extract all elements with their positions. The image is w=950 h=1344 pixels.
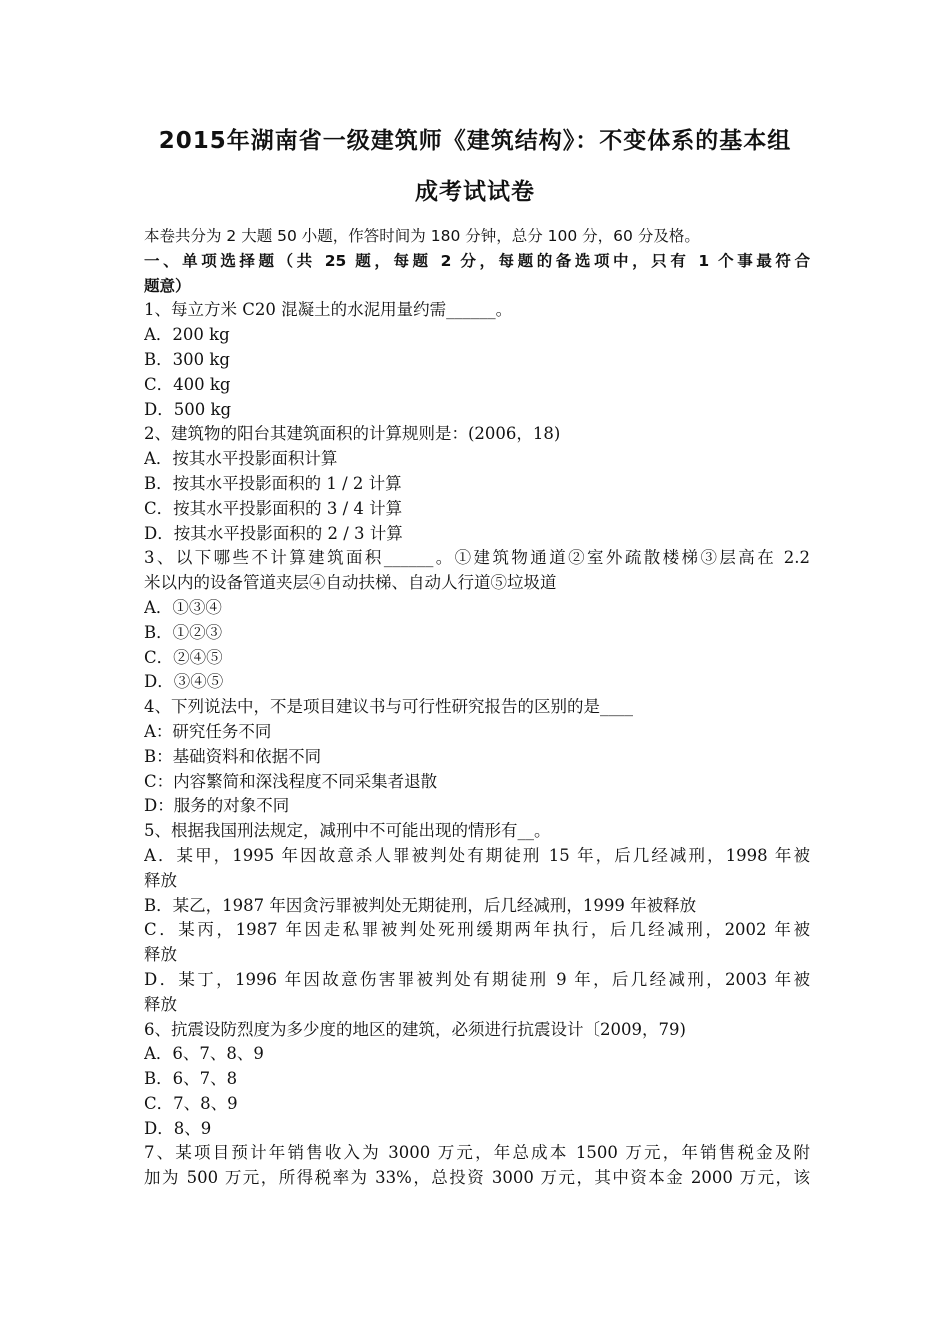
q2-option-b: B．按其水平投影面积的 1 / 2 计算 [144,473,402,493]
q2-option-a: A．按其水平投影面积计算 [144,449,338,469]
q3-option-a: A．①③④ [144,597,222,617]
question-3-stem-line-2: 米以内的设备管道夹层④自动扶梯、自动人行道⑤垃圾道 [144,573,557,593]
exam-intro: 本卷共分为 2 大题 50 小题，作答时间为 180 分钟，总分 100 分，60 分及格。 [144,227,700,245]
document-body [144,224,810,1191]
question-7-stem-line-1: 7、某项目预计年销售收入为 3000 万元，年总成本 1500 万元，年销售税金及附 [144,1143,810,1163]
q3-option-d: D．③④⑤ [144,672,224,692]
q4-option-a: A：研究任务不同 [144,721,272,741]
q6-option-d: D．8、9 [144,1118,212,1138]
question-5-stem: 5、根据我国刑法规定，减刑中不可能出现的情形有__。 [144,821,551,841]
q1-option-b: B．300 kg [144,349,230,369]
q5-option-c-line-1: C．某丙，1987 年因走私罪被判处死刑缓期两年执行，后几经减刑，2002 年被 [144,920,810,940]
section-heading-line-2: 题意） [144,276,191,295]
q5-option-b: B．某乙，1987 年因贪污罪被判处无期徒刑，后几经减刑，1999 年被释放 [144,895,697,915]
question-1-stem: 1、每立方米 C20 混凝土的水泥用量约需______。 [144,300,513,320]
question-2-stem: 2、建筑物的阳台其建筑面积的计算规则是：(2006，18) [144,424,561,444]
section-heading-line-1: 一、单项选择题（共 25 题，每题 2 分，每题的备选项中，只有 1 个事最符合 [144,251,810,270]
q2-option-d: D．按其水平投影面积的 2 / 3 计算 [144,523,403,543]
q4-option-b: B：基础资料和依据不同 [144,746,322,766]
q1-option-c: C．400 kg [144,374,231,394]
q5-option-d-line-2: 释放 [144,994,177,1014]
q6-option-c: C．7、8、9 [144,1093,238,1113]
q4-option-c: C：内容繁简和深浅程度不同采集者退散 [144,771,438,791]
question-3-stem-line-1: 3、以下哪些不计算建筑面积______。①建筑物通道②室外疏散楼梯③层高在 2.2 [144,548,810,568]
q4-option-d: D：服务的对象不同 [144,796,290,816]
document-title-line-1: 2015年湖南省一级建筑师《建筑结构》：不变体系的基本组 [158,128,792,154]
question-4-stem: 4、下列说法中，不是项目建议书与可行性研究报告的区别的是____ [144,697,633,717]
q1-option-d: D．500 kg [144,399,232,419]
question-7-stem-line-2: 加为 500 万元，所得税率为 33%，总投资 3000 万元，其中资本金 2000 万元，该 [144,1168,810,1188]
q5-option-c-line-2: 释放 [144,945,177,965]
document-title-line-2: 成考试试卷 [415,179,535,205]
q6-option-b: B．6、7、8 [144,1069,238,1089]
q5-option-d-line-1: D．某丁，1996 年因故意伤害罪被判处有期徒刑 9 年，后几经减刑，2003 年被 [144,969,810,989]
q3-option-c: C．②④⑤ [144,647,223,667]
question-6-stem: 6、抗震设防烈度为多少度的地区的建筑，必须进行抗震设计〔2009，79) [144,1019,686,1039]
q2-option-c: C．按其水平投影面积的 3 / 4 计算 [144,498,403,518]
q5-option-a-line-1: A．某甲，1995 年因故意杀人罪被判处有期徒刑 15 年，后几经减刑，1998 年被 [144,845,810,865]
q6-option-a: A．6、7、8、9 [144,1044,264,1064]
q1-option-a: A．200 kg [144,325,230,345]
q3-option-b: B．①②③ [144,622,223,642]
q5-option-a-line-2: 释放 [144,870,177,890]
